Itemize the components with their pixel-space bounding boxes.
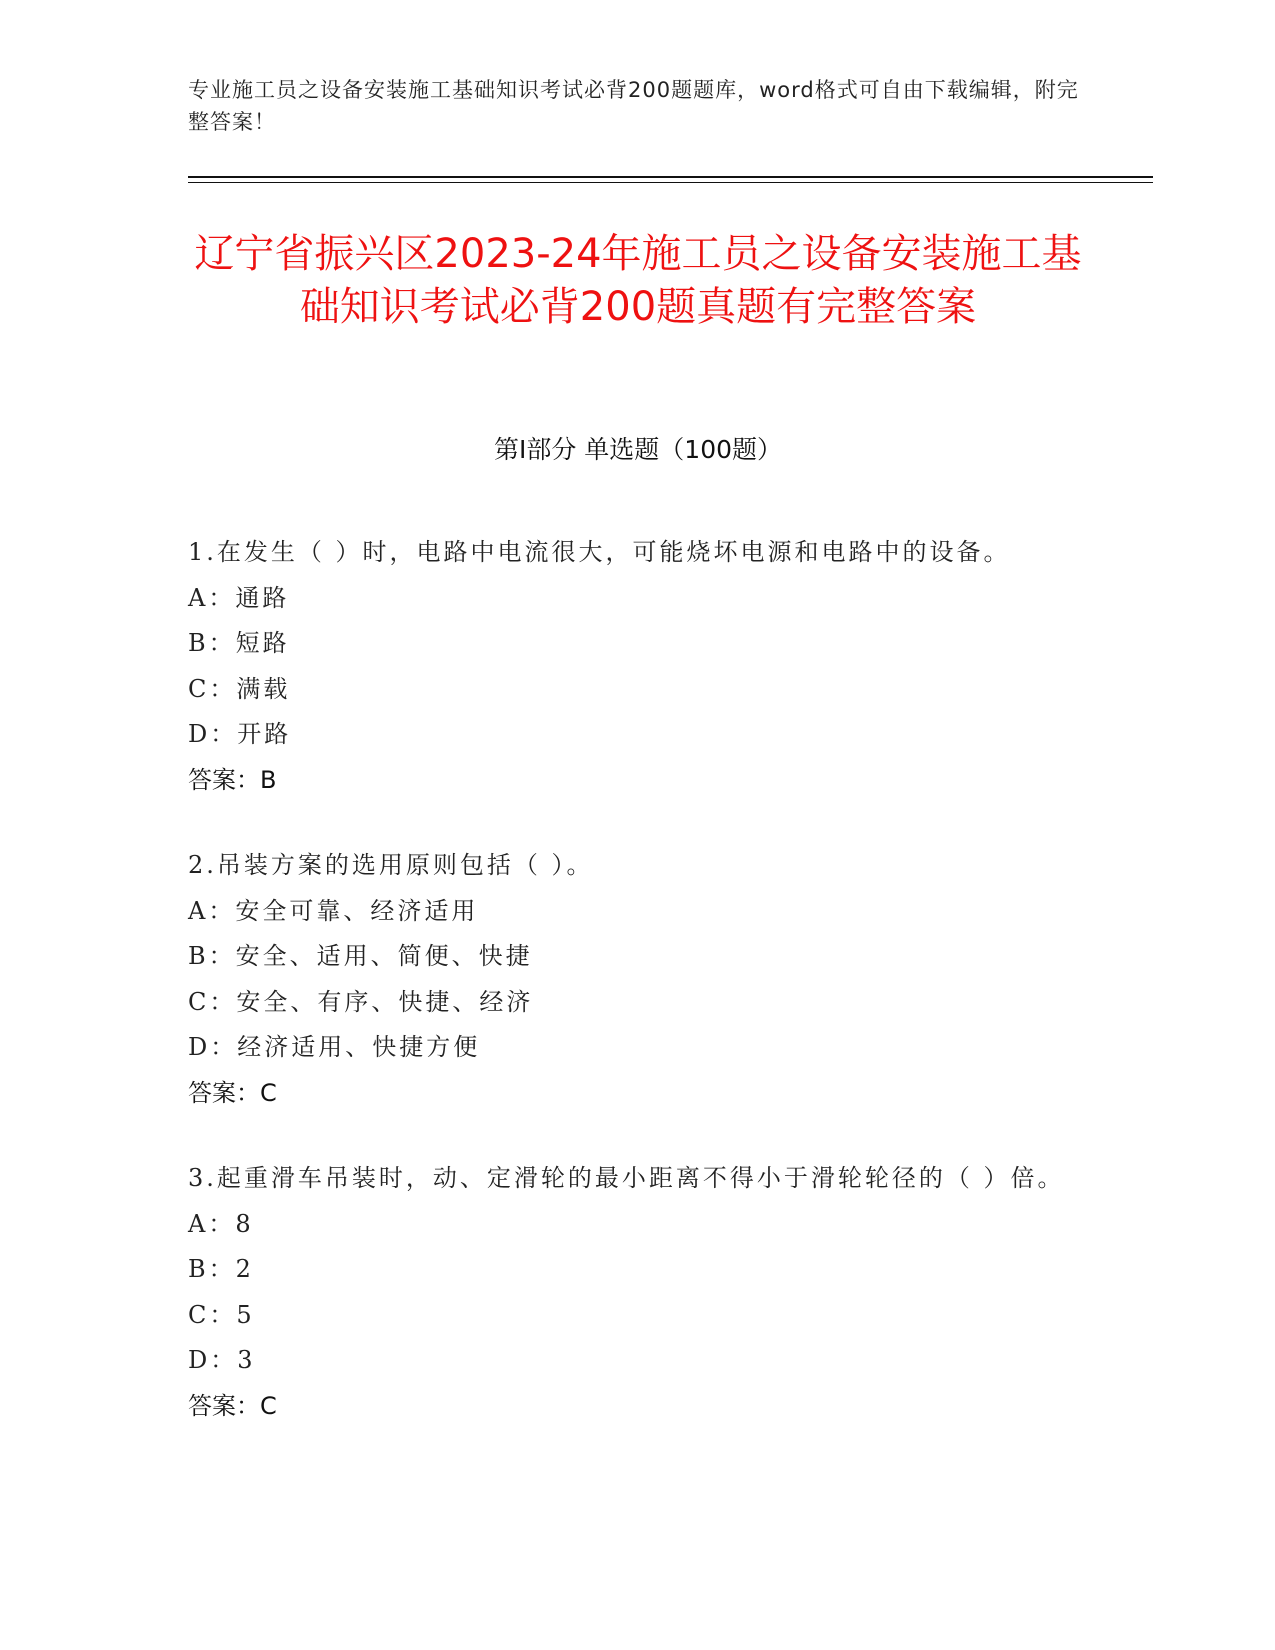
question-2: [188, 843, 1088, 1116]
option-d: D：经济适用、快捷方便: [188, 1033, 481, 1061]
question-text: 2.吊装方案的选用原则包括（ ）。: [188, 851, 594, 879]
option-d: D：3: [188, 1346, 256, 1374]
question-text: 3.起重滑车吊装时，动、定滑轮的最小距离不得小于滑轮轮径的（ ）倍。: [188, 1164, 1065, 1192]
header-note: 专业施工员之设备安装施工基础知识考试必背200题题库，word格式可自由下载编辑，附完整答案！: [188, 78, 1079, 134]
option-c: C：安全、有序、快捷、经济: [188, 987, 534, 1016]
option-b: B：2: [188, 1255, 254, 1283]
header-rule-thick: [188, 176, 1153, 178]
answer: 答案：B: [188, 765, 277, 794]
option-c: C：满载: [188, 674, 291, 703]
option-a: A：通路: [188, 583, 290, 612]
document-title: 辽宁省振兴区2023-24年施工员之设备安装施工基础知识考试必背200题真题有完整答案: [194, 231, 1082, 330]
answer: 答案：C: [188, 1391, 277, 1420]
question-list: [188, 530, 1088, 1469]
question-3: [188, 1156, 1088, 1429]
option-d: D：开路: [188, 720, 292, 748]
header-rule-thin: [188, 182, 1153, 183]
option-b: B：短路: [188, 629, 290, 657]
option-a: A：安全可靠、经济适用: [188, 896, 479, 925]
option-a: A：8: [188, 1209, 254, 1238]
option-b: B：安全、适用、简便、快捷: [188, 942, 533, 970]
option-c: C：5: [188, 1300, 255, 1329]
section-title: 第I部分 单选题（100题）: [493, 435, 783, 464]
question-1: [188, 530, 1088, 803]
question-text: 1.在发生（ ）时，电路中电流很大，可能烧坏电源和电路中的设备。: [188, 538, 1011, 566]
answer: 答案：C: [188, 1078, 277, 1107]
